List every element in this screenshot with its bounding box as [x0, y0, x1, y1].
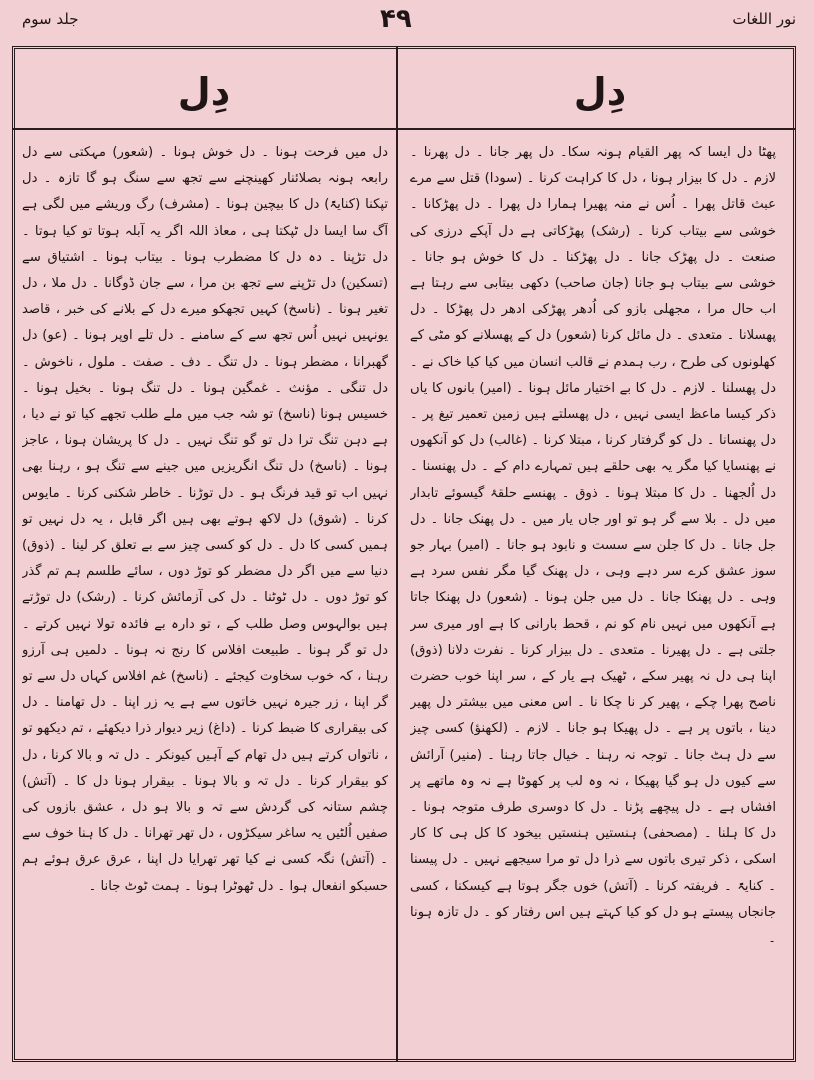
column-divider: [396, 46, 398, 1062]
volume-label: جلد سوم: [22, 10, 79, 28]
left-column-title: دِل: [177, 70, 231, 114]
right-column-text: پھٹا دل ایسا کہ پھر القیام ہونہ سکا۔ دل پھر جانا ۔ دل پھرنا ۔ لازم ۔ دل کا بیزار ہونا ، دل کا کراہت کرنا ۔ (سودا) قتل سے مرے عبث قاتل پھرا ۔ اُس نے منہ پھیرا ہمارا دل پھرا ۔ دل پھڑکانا ۔ خوشی سے بیتاب کرنا ۔ (رشک) پھڑکاتی ہے دل آپکے درزی کی صنعت ۔ دل پھڑک جانا ۔ دل پھڑکنا ۔ دل کا خوش ہو جانا ۔ خوشی سے بیتاب ہو جانا (جان صاحب) دکھی بیتابی سے رہتا ہے اب حال مرا ، مجھلی بازو کی اُدھر پھڑکی ادھر دل پھڑکا ۔ دل پھسلانا ۔ متعدی ۔ دل مائل کرنا (شعور) دل کے پھسلانے کو مٹی کے کھلونوں کی طرح ، رب ہمدم نے قالب انسان میں کیا کیا خاک نے ۔ دل پھسلنا ۔ لازم ۔ دل کا بے اختیار مائل ہونا ۔ (امیر) بانوں کا یاں ذکر کیسا ماعظ ایسی نہیں ، دل پھسلتے ہیں زمین تعمیر تیغ پر ۔ دل پھنسانا ۔ دل کو گرفتار کرنا ، مبتلا کرنا ۔ (غالب) دل کو آنکھوں نے پھنسایا کیا مگر یہ بھی حلقے ہیں تمہارے دام کے ۔ دل پھنسنا ۔ دل اُلجھنا ۔ دل کا مبتلا ہونا ۔ ذوق ۔ پھنسے حلقۂ گیسوئے تابدار میں دل ۔ بلا سے گر ہو تو اور جاں یار میں ۔ دل پھنک جانا ۔ دل جل جانا ۔ دل کا جلن سے سست و نابود ہو جانا ۔ (امیر) بہار جو سوز عشق کرے سر دہے وہی ، دل پھنک گیا مگر نفس سرد ہے وہی ۔ دل پھنکا جانا ۔ دل میں جلن ہونا ۔ (شعور) دل پھنکا جاتا ہے آنکھوں میں نہیں نام کو نم ، قحط بارانی کا ہے اور میری سر جلتی ہے ۔ دل پھیرنا ۔ متعدی ۔ دل بیزار کرنا ۔ نفرت دلانا (ذوق) اپنا ہی دل نہ پھیر سکے ، ٹھیک ہے یار کے ، سر اپنا خوب حضرت ناصح پھرا چکے ، پھیر کر نا چکا نا ۔ اس معنی میں بیشتر دل پھیر دینا ، باتوں پر ہے ۔ دل پھیکا ہو جانا ۔ لازم ۔ (لکھنؤ) کسی چیز سے دل ہٹ جانا ۔ توجہ نہ رہنا ۔ خیال جاتا رہنا ۔ (منیر) آرائش سے کیوں دل ہو گیا پھیکا ، نہ وہ لب پر کھوٹا ہے نہ وہ ماتھے پر افشاں ہے ۔ دل پیچھے پڑنا ۔ دل کا دوسری طرف متوجہ ہونا ۔ دل کا ہلنا ۔ (مصحفی) ہنستیں ہنستیں بیخود کا کل ہی کا کار اسکی ، ذکر تیری باتوں سے ذرا دل تو مرا سیجھے نہیں ۔ دل پیسنا ۔ کنایۃً ۔ فریفتہ کرنا ۔ (آتش) خوں جگر ہوتا ہے کیسکنا ، کسی جانجاں پیستے ہو دل کو کیا کہتے ہیں اس رفتار کو ۔ دل تازہ ہونا ۔: [410, 145, 776, 947]
title-rule: [12, 128, 796, 130]
left-column-body: [22, 140, 388, 1050]
right-column-title: دِل: [573, 70, 627, 114]
right-column-body: [410, 140, 776, 1050]
page-header: [0, 0, 814, 44]
page-number: ۴۹: [380, 4, 412, 34]
left-column-text: دل میں فرحت ہونا ۔ دل خوش ہونا ۔ (شعور) مہکتی سے دل رابعہ ہونہ بصلائنار کھینچنے سے تجھ سے سنگ ہو گا تازہ ۔ دل تپکنا (کنایۃً) دل کا بیچین ہونا ۔ (مشرف) رگ وریشے میں لگی ہے آگ سا ایسا دل ٹپکتا ہی ، معاذ اللہ اگر یہ آبلہ ہوتا تو کیا ہوتا ۔ دل تڑپنا ۔ دہ دل کا مضطرب ہونا ۔ بیتاب ہونا ۔ اشتیاق سے (تسکین) دل تڑپنے سے تجھ بن مرا ، سے جان ڈوگانا ۔ دل ملا ، دل تغیر ہونا ۔ (ناسخ) کہیں تجھکو میرے دل کے بلانے کی خبر ، قاصد یونہیں نہیں اُس تجھ سے کے سامنے ۔ دل تلے اوپر ہونا ۔ (عو) دل گھبرانا ، مضطر ہونا ۔ دل تنگ ۔ دف ۔ صفت ۔ ملول ، ناخوش ۔ دل تنگی ۔ مؤنث ۔ غمگین ہونا ۔ دل تنگ ہونا ۔ بخیل ہونا ۔ خسیس ہونا (ناسخ) تو شہ جب میں ملے طلب تجھے کیا تو نے دیا ، ہے دہن تنگ ترا دل تو گو تنگ نہیں ۔ دل کا پریشان ہونا ، عاجز ہونا ۔ (ناسخ) دل تنگ انگریزیں میں جینے سے تنگ ہو ، رہنا بھی نہیں اب تو قید فرنگ ہو ۔ دل توڑنا ۔ خاطر شکنی کرنا ۔ مایوس کرنا ۔ (شوق) دل لاکھ ہوتے بھی ہیں اگر قابل ، یہ دل نہیں تو ہمیں کسی کا دل ۔ دل کو کسی چیز سے بے تعلق کر لینا ۔ (ذوق) دنیا سے میں اگر دل مضطر کو توڑ دوں ، سائے طلسم ہم تم گذر کو توڑ دوں ۔ دل ٹوٹنا ۔ دل کی آزمائش کرنا ۔ (رشک) دل توڑتے ہیں بوالہوس وصل طلب کے ، تو دارہ بے فائدہ تولا نہیں کرتے ۔ دل تو گر ہونا ۔ طبیعت افلاس کا رنج نہ ہونا ۔ دلمیں ہی آرزو رہنا ، کہ خوب سخاوت کیجئے ۔ (ناسخ) غم افلاس کہاں دل سے تو گر اپنا ، زر جیرہ نہیں خاتوں سے ہے یہ زر اپنا ۔ دل تھامنا ۔ دل کی بیقراری کا ضبط کرنا ۔ (داغ) زیر دیوار ذرا دیکھئے ، تم دیکھو تو ، ناتواں کرتے ہیں دل تھام کے آہیں کیونکر ۔ دل تہ و بالا کرنا ، دل کو بیقرار کرنا ۔ دل تہ و بالا ہونا ۔ بیقرار ہونا دل کا ۔ (آتش) چشم ستانہ کی گردش سے تہ و بالا ہو دل ، عشق بازوں کی صفیں اُلٹیں یہ ساغر سیکڑوں ، دل تھر تھرانا ۔ دل کا ہنا خوف سے ۔ (آتش) نگہ کسی نے کیا تھر تھرایا دل اپنا ، عرق عرق ہوئے ہم حسبکو انفعال ہوا ۔ دل ٹھوٹرا ہونا ۔ ہمت ٹوٹ جانا ۔: [22, 145, 388, 894]
book-title: نور اللغات: [732, 10, 796, 28]
